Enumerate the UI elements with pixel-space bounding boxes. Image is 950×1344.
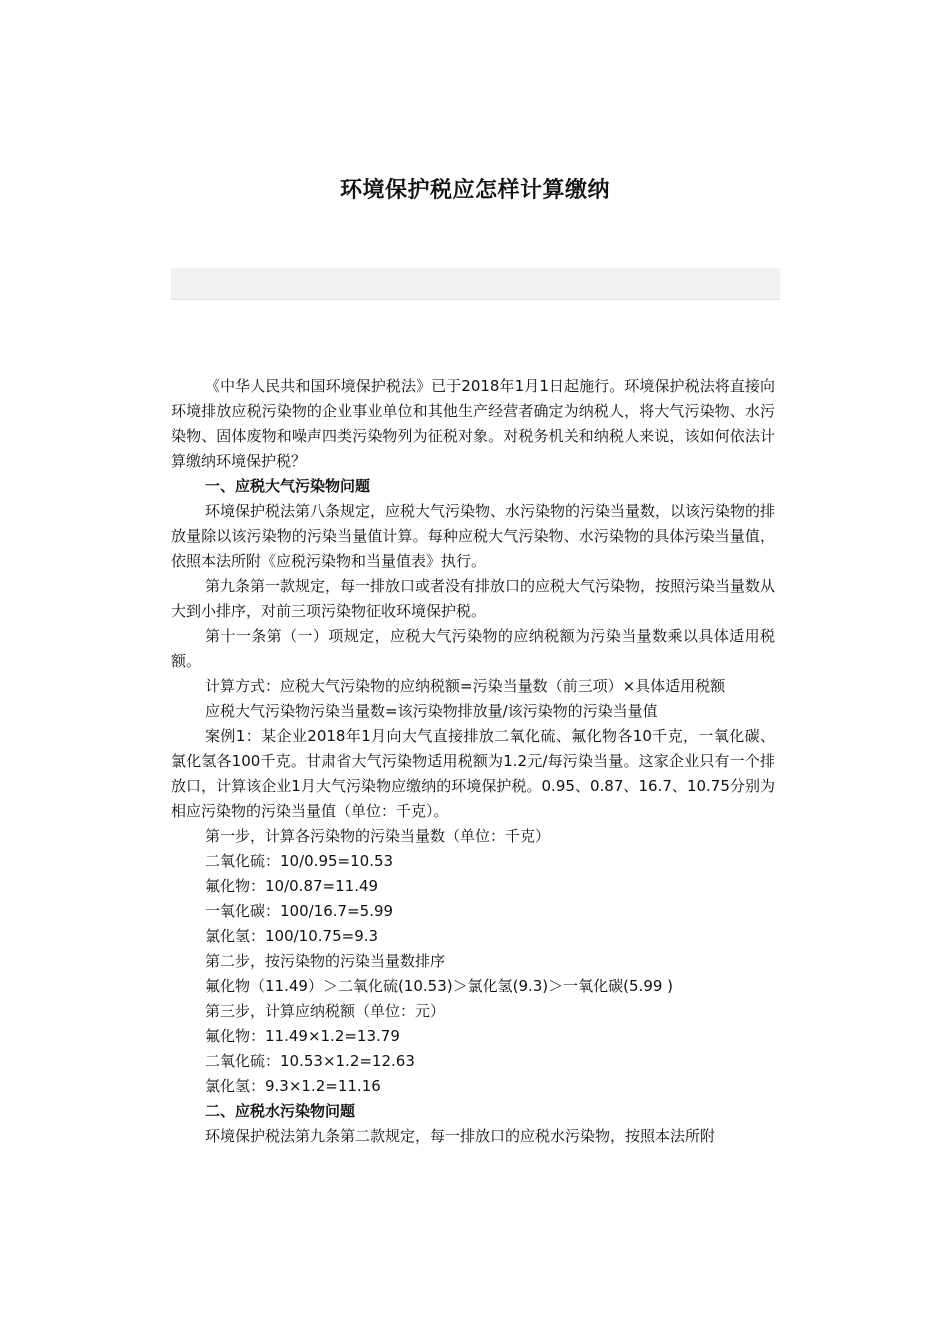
calc-line-fluoride: 氟化物：10/0.87=11.49	[205, 877, 379, 895]
paragraph-intro: 《中华人民共和国环境保护税法》已于2018年1月1日起施行。环境保护税法将直接向环境排放应税污染物的企业事业单位和其他生产经营者确定为纳税人，将大气污染物、水污染物、固体废物和噪声四类污染物列为征税对象。对税务机关和纳税人来说，该如何依法计算缴纳环境保护税？	[171, 377, 775, 470]
tax-line-hcl: 氯化氢：9.3×1.2=11.16	[205, 1077, 381, 1095]
tax-line-fluoride: 氟化物：11.49×1.2=13.79	[205, 1027, 400, 1045]
paragraph-article-9: 第九条第一款规定，每一排放口或者没有排放口的应税大气污染物，按照污染当量数从大到小排序，对前三项污染物征收环境保护税。	[171, 577, 776, 620]
calc-line-so2: 二氧化硫：10/0.95=10.53	[205, 852, 394, 870]
paragraph-formula-equivalent: 应税大气污染物污染当量数=该污染物排放量/该污染物的污染当量值	[205, 702, 658, 720]
paragraph-step-3: 第三步，计算应纳税额（单位：元）	[205, 1002, 446, 1020]
paragraph-article-8: 环境保护税法第八条规定，应税大气污染物、水污染物的污染当量数，以该污染物的排放量除以该污染物的污染当量值计算。每种应税大气污染物、水污染物的具体污染当量值，依照本法所附《应税污染物和当量值表》执行。	[171, 502, 776, 570]
calc-line-hcl: 氯化氢：100/10.75=9.3	[205, 927, 379, 945]
paragraph-formula-tax: 计算方式：应税大气污染物的应纳税额=污染当量数（前三项）×具体适用税额	[205, 677, 726, 695]
paragraph-case-1: 案例1：某企业2018年1月向大气直接排放二氧化硫、氟化物各10千克，一氧化碳、氯化氢各100千克。甘肃省大气污染物适用税额为1.2元/每污染当量。这家企业只有一个排放口，计算该企业1月大气污染物应缴纳的环境保护税。0.95、0.87、16.7、10.75分别为相应污染物的污染当量值（单位：千克）。	[171, 727, 775, 820]
tax-line-so2: 二氧化硫：10.53×1.2=12.63	[205, 1052, 415, 1070]
document-title: 环境保护税应怎样计算缴纳	[339, 177, 610, 203]
calc-line-co: 一氧化碳：100/16.7=5.99	[205, 902, 394, 920]
paragraph-water-article-9: 环境保护税法第九条第二款规定，每一排放口的应税水污染物，按照本法所附	[205, 1127, 716, 1145]
paragraph-step-2: 第二步，按污染物的污染当量数排序	[205, 952, 446, 970]
paragraph-step-1: 第一步，计算各污染物的污染当量数（单位：千克）	[205, 827, 551, 845]
document-body	[171, 374, 775, 1149]
section-heading-air: 一、应税大气污染物问题	[205, 477, 371, 495]
section-heading-water: 二、应税水污染物问题	[205, 1102, 356, 1120]
ranking-line: 氟化物（11.49）＞二氧化硫(10.53)＞氯化氢(9.3)＞一氧化碳(5.99 )	[205, 977, 674, 995]
grey-banner-bar	[171, 268, 780, 300]
paragraph-article-11: 第十一条第（一）项规定，应税大气污染物的应纳税额为污染当量数乘以具体适用税额。	[171, 627, 775, 670]
